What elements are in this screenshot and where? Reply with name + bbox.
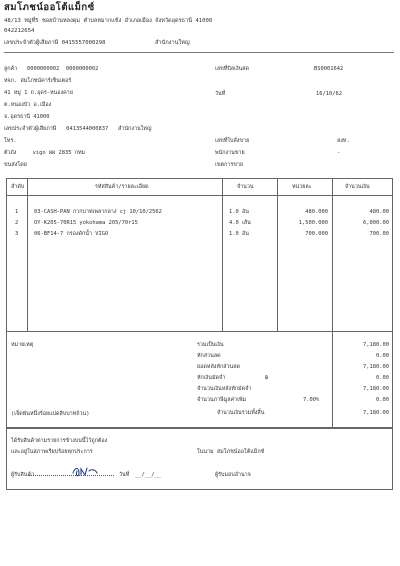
row3-amount: 700.00 xyxy=(369,231,389,237)
sum-label-after-deposit: จำนวนเงินหลังหักมัดจำ xyxy=(197,386,252,392)
row2-no: 2 xyxy=(15,220,19,226)
row1-qty: 1.0 อัน xyxy=(229,209,249,215)
customer-tax-label: เลขประจำตัวผู้เสียภาษี xyxy=(4,126,57,132)
company-tax xyxy=(4,40,105,46)
sum-label-after-discount: ยอดหลังหักส่วนลด xyxy=(197,364,241,370)
customer-code-row xyxy=(4,66,98,72)
customer-car-label: ตัวถัง xyxy=(4,150,17,156)
row1-desc: 03-CASH-PAN กากบาทเพลากลาง cj 10/10/2562 xyxy=(34,209,162,215)
header-divider xyxy=(4,52,394,53)
customer-car xyxy=(4,150,85,156)
customer-code: 0000000002 xyxy=(26,66,60,72)
header-no: ลำดับ xyxy=(11,184,25,190)
sum-label-deposit: หักเงินมัดจำ xyxy=(197,375,226,381)
receiver-signature xyxy=(71,465,99,479)
doc-reftag-label: เขตการขาย xyxy=(215,162,244,168)
sum-value-discount: 0.00 xyxy=(376,353,389,359)
table-header-divider xyxy=(7,195,392,196)
row3-desc: 06-BF14-7 กรองดักน้ำ VIGO xyxy=(34,231,109,237)
sum-label-total: รวมเป็นเงิน xyxy=(197,342,224,348)
sum-label-discount: หักส่วนลด xyxy=(197,353,221,359)
row1-price: 480.000 xyxy=(305,209,328,215)
row3-no: 3 xyxy=(15,231,19,237)
col-divider xyxy=(332,179,333,331)
remark-label: หมายเหตุ xyxy=(11,342,34,348)
in-name-of: ในนาม สมโภชน์ออโต้แม็กซ์ xyxy=(197,449,265,455)
col-divider xyxy=(277,179,278,331)
doc-number-label: เลขที่บิลเงินสด xyxy=(215,66,250,72)
doc-date-label: วันที่ xyxy=(215,91,226,97)
sum-label-vat: จำนวนภาษีมูลค่าเพิ่ม xyxy=(197,397,247,403)
sum-label-grand-total: จำนวนเงินรวมทั้งสิ้น xyxy=(217,410,265,416)
summary-box xyxy=(6,332,393,428)
company-address: 48/13 หมู่ที่5 ซอยบ้านหลงดุม ตำบลหมากแข้ง อำเภอเมือง จังหวัดอุดรธานี 41000 xyxy=(4,18,213,24)
customer-mileage-label: ขนส่งโดย xyxy=(4,162,27,168)
row3-price: 700.000 xyxy=(305,231,328,237)
doc-orderno-suffix: ลงท. xyxy=(337,138,350,144)
company-tax-label: เลขประจำตัวผู้เสียภาษี xyxy=(4,40,59,46)
row2-price: 1,500.000 xyxy=(298,220,328,226)
doc-date: 16/10/62 xyxy=(316,91,342,97)
signature-box xyxy=(6,428,393,490)
company-branch: สำนักงานใหญ่ xyxy=(155,40,190,46)
customer-code-label: ลูกค้า xyxy=(4,66,18,72)
customer-car-value: vigo ผผ 2835 กทม xyxy=(32,150,86,156)
received-line2: และอยู่ในสภาพเรียบร้อยทุกประการ xyxy=(11,449,93,455)
row2-amount: 6,000.00 xyxy=(363,220,389,226)
sum-value-vat: 0.00 xyxy=(376,397,389,403)
received-line1: ได้รับสินค้าตามรายการข้างบนนี้ไว้ถูกต้อง xyxy=(11,438,108,444)
sum-deposit-symbol: ฿ xyxy=(265,375,269,381)
header-qty: จำนวน xyxy=(237,184,254,190)
customer-address3: จ.อุดรธานี 41000 xyxy=(4,114,50,120)
doc-salesman-suffix: - xyxy=(337,150,341,156)
sum-value-deposit: 0.00 xyxy=(376,375,389,381)
col-divider xyxy=(222,179,223,331)
doc-salesman-label: พนักงานขาย xyxy=(215,150,245,156)
company-tax-id: 0415557000298 xyxy=(61,40,106,46)
row2-desc: OY-K205-70R15 yokohama 205/70r15 xyxy=(34,220,138,226)
items-table xyxy=(6,178,393,332)
company-name: สมโภชน์ออโต้แม็กซ์ xyxy=(4,2,95,13)
doc-orderno-label: เลขที่ใบสั่งขาย xyxy=(215,138,250,144)
customer-tax xyxy=(4,126,151,132)
row2-qty: 4.0 เส้น xyxy=(229,220,251,226)
amount-in-words: (เจ็ดพันหนึ่งร้อยแปดสิบบาทถ้วน) xyxy=(11,411,90,417)
row1-no: 1 xyxy=(15,209,19,215)
row1-amount: 480.00 xyxy=(369,209,389,215)
col-divider xyxy=(27,179,28,331)
company-phone: 042212654 xyxy=(4,28,35,34)
customer-address2: ต.หนองบัว อ.เมือง xyxy=(4,102,52,108)
header-price: หน่วยละ xyxy=(292,184,312,190)
sum-vat-rate: 7.00% xyxy=(303,397,320,403)
receiver-date-label: วันที่ xyxy=(119,472,130,478)
receiver-label: ผู้รับสินค้า xyxy=(11,472,35,478)
authorized-label: ผู้รับมอบอำนาจ xyxy=(215,472,251,478)
sum-value-total: 7,180.00 xyxy=(363,342,389,348)
customer-tax-id: 0413544000837 xyxy=(66,126,109,132)
receiver-date-blank: __/__/__ xyxy=(135,472,161,478)
row3-qty: 1.0 อัน xyxy=(229,231,249,237)
customer-code2: 0000000002 xyxy=(65,66,99,72)
header-desc: รหัสสินค้า/รายละเอียด xyxy=(95,184,149,190)
customer-address1: 41 หมู่ 1 ถ.อุดร-หนองคาย xyxy=(4,90,73,96)
sum-value-after-deposit: 7,180.00 xyxy=(363,386,389,392)
doc-number: BS0001642 xyxy=(314,66,344,72)
customer-branch: สำนักงานใหญ่ xyxy=(118,126,152,132)
customer-phone-label: โทร. xyxy=(4,138,17,144)
customer-name: หจก. สมโภชน์คาร์เซ็นเตอร์ xyxy=(4,78,72,84)
header-amount: จำนวนเงิน xyxy=(345,184,370,190)
sum-value-after-discount: 7,180.00 xyxy=(363,364,389,370)
sum-value-grand-total: 7,180.00 xyxy=(363,410,389,416)
